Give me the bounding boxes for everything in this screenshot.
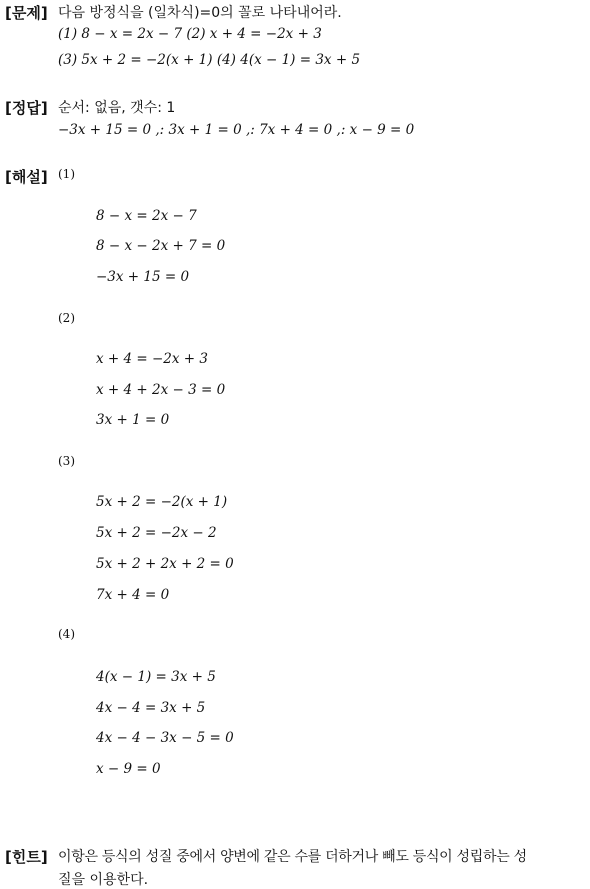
- answer-text: 순서: 없음, 갯수: 1: [58, 100, 176, 116]
- part-4-step-4: x − 9 = 0: [96, 761, 161, 777]
- part-3-step-4: 7x + 4 = 0: [96, 587, 170, 603]
- part-2-step-3: 3x + 1 = 0: [96, 412, 170, 428]
- problem-label: [문제]: [5, 4, 48, 22]
- part-2-step-2: x + 4 + 2x − 3 = 0: [96, 382, 226, 398]
- hint-label: [힌트]: [5, 848, 48, 866]
- part-3-number: (3): [58, 454, 75, 468]
- part-1-step-3: −3x + 15 = 0: [96, 269, 190, 285]
- answer-label: [정답]: [5, 99, 48, 117]
- part-4-number: (4): [58, 627, 75, 641]
- part-3-step-1: 5x + 2 = −2(x + 1): [96, 494, 228, 510]
- part-3-step-2: 5x + 2 = −2x − 2: [96, 525, 217, 541]
- problem-line-1: (1) 8 − x = 2x − 7 (2) x + 4 = −2x + 3: [58, 26, 322, 42]
- answer-line: −3x + 15 = 0 ,: 3x + 1 = 0 ,: 7x + 4 = 0 ,: x − 9 = 0: [58, 122, 415, 138]
- part-4-step-3: 4x − 4 − 3x − 5 = 0: [96, 730, 234, 746]
- problem-line-2: (3) 5x + 2 = −2(x + 1) (4) 4(x − 1) = 3x + 5: [58, 52, 361, 68]
- part-1-step-1: 8 − x = 2x − 7: [96, 208, 197, 224]
- part-4-step-1: 4(x − 1) = 3x + 5: [96, 669, 216, 685]
- hint-line-1: 이항은 등식의 성질 중에서 양변에 같은 수를 더하거나 빼도 등식이 성립하는 성: [58, 849, 527, 865]
- hint-line-2: 질을 이용한다.: [58, 872, 149, 888]
- part-1-step-2: 8 − x − 2x + 7 = 0: [96, 238, 226, 254]
- part-2-number: (2): [58, 311, 75, 325]
- part-1-number: (1): [58, 167, 75, 181]
- part-2-step-1: x + 4 = −2x + 3: [96, 351, 208, 367]
- part-4-step-2: 4x − 4 = 3x + 5: [96, 700, 206, 716]
- explanation-label: [해설]: [5, 168, 48, 186]
- part-3-step-3: 5x + 2 + 2x + 2 = 0: [96, 556, 234, 572]
- problem-text: 다음 방정식을 (일차식)=0의 꼴로 나타내어라.: [58, 5, 342, 21]
